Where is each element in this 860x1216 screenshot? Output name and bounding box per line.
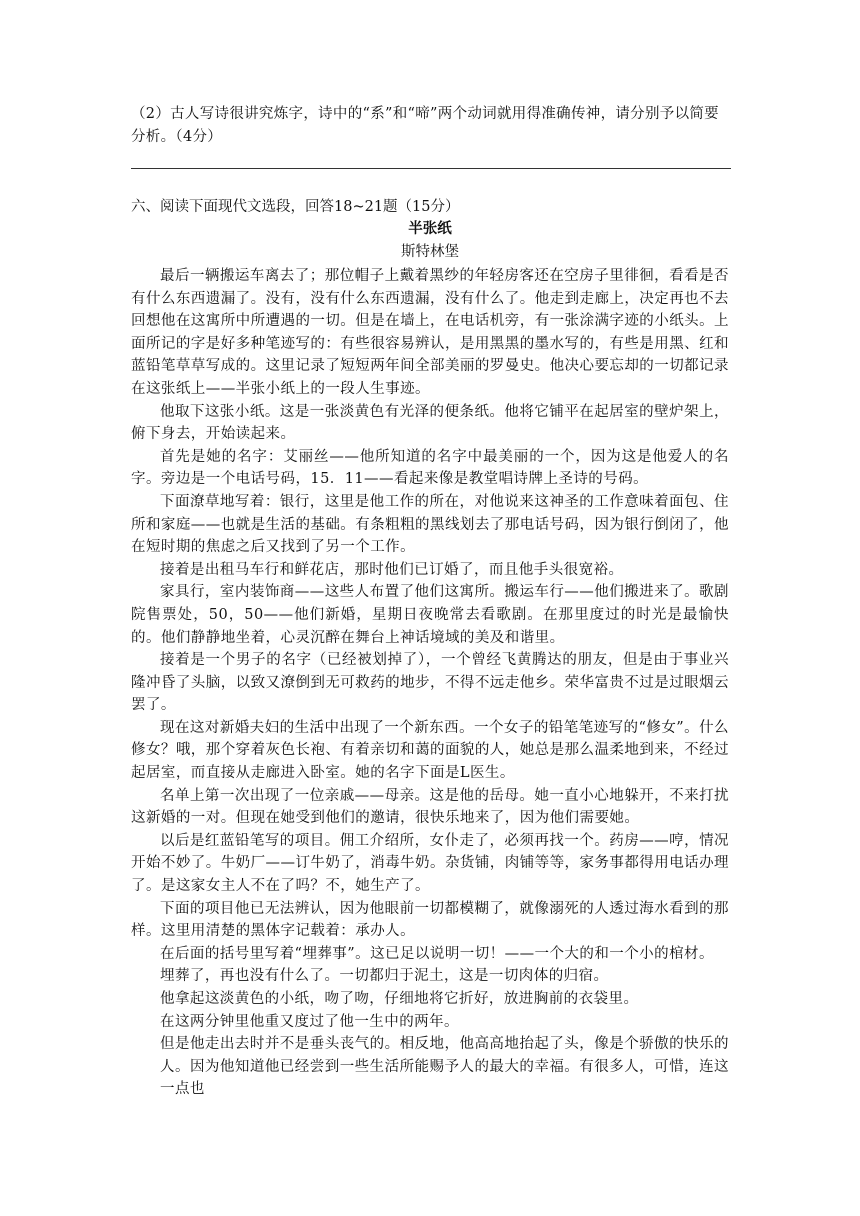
paragraph: 但是他走出去时并不是垂头丧气的。相反地，他高高地抬起了头，像是个骄傲的快乐的人。因为他知道他已经尝到一些生活所能赐予人的最大的幸福。有很多人，可惜，连这一点也 xyxy=(160,1036,729,1098)
paragraph: 下面潦草地写着：银行，这里是他工作的所在，对他说来这神圣的工作意味着面包、住所和家庭——也就是生活的基础。有条粗粗的黑线划去了那电话号码，因为银行倒闭了，他在短时期的焦虑之后又找到了另一个工作。 xyxy=(131,493,729,556)
paragraph: 他拿起这淡黄色的小纸，吻了吻，仔细地将它折好，放进胸前的衣袋里。 xyxy=(160,991,639,1007)
paragraph: 埋葬了，再也没有什么了。一切都归于泥土，这是一切肉体的归宿。 xyxy=(160,968,609,985)
paragraph: 他取下这张小纸。这是一张淡黄色有光泽的便条纸。他将它铺平在起居室的壁炉架上，俯下身去，开始读起来。 xyxy=(131,403,729,443)
paragraph: 最后一辆搬运车离去了；那位帽子上戴着黑纱的年轻房客还在空房子里徘徊，看看是否有什么东西遗漏了。没有，没有什么东西遗漏，没有什么了。他走到走廊上，决定再也不去回想他在这寓所中所遭遇的一切。但是在墙上，在电话机旁，有一张涂满字迹的小纸头。上面所记的字是好多种笔迹写的：有些很容易辨认，是用黑黑的墨水写的，有些是用黑、红和蓝铅笔草草写成的。这里记录了短短两年间全部美丽的罗曼史。他决心要忘却的一切都记录在这张纸上——半张小纸上的一段人生事迹。 xyxy=(131,268,729,397)
paragraph: 下面的项目他已无法辨认，因为他眼前一切都模糊了，就像溺死的人透过海水看到的那样。这里用清楚的黑体字记载着：承办人。 xyxy=(131,900,729,940)
section-heading: 六、阅读下面现代文选段，回答18~21题（15分） xyxy=(131,199,460,215)
paragraph: 首先是她的名字：艾丽丝——他所知道的名字中最美丽的一个，因为这是他爱人的名字。旁边是一个电话号码，15．11——看起来像是教堂唱诗牌上圣诗的号码。 xyxy=(131,448,729,488)
paragraph: 家具行，室内装饰商——这些人布置了他们这寓所。搬运车行——他们搬进来了。歌剧院售票处，50，50——他们新婚，星期日夜晚常去看歌剧。在那里度过的时光是最愉快的。他们静静地坐着，心灵沉醉在舞台上神话境域的美及和谐里。 xyxy=(131,584,729,646)
paragraph: 现在这对新婚夫妇的生活中出现了一个新东西。一个女子的铅笔笔迹写的“修女”。什么修女？哦，那个穿着灰色长袍、有着亲切和蔼的面貌的人，她总是那么温柔地到来，不经过起居室，而直接从走廊进入卧室。她的名字下面是L医生。 xyxy=(131,719,729,782)
article-title: 半张纸 xyxy=(408,220,452,237)
paragraph: 接着是一个男子的名字（已经被划掉了），一个曾经飞黄腾达的朋友，但是由于事业兴隆冲昏了头脑，以致又潦倒到无可救药的地步，不得不远走他乡。荣华富贵不过是过眼烟云罢了。 xyxy=(131,652,729,714)
paragraph: 接着是出租马车行和鲜花店，那时他们已订婚了，而且他手头很宽裕。 xyxy=(160,561,624,578)
article-body xyxy=(131,265,729,1101)
paragraph: 以后是红蓝铅笔写的项目。佣工介绍所，女仆走了，必须再找一个。药房——哼，情况开始不妙了。牛奶厂——订牛奶了，消毒牛奶。杂货铺，肉铺等等，家务事都得用电话办理了。是这家女主人不在了吗？不，她生产了。 xyxy=(131,832,729,895)
paragraph: 名单上第一次出现了一位亲戚——母亲。这是他的岳母。她一直小心地躲开，不来打扰这新婚的一对。但现在她受到他们的邀请，很快乐地来了，因为他们需要她。 xyxy=(131,787,729,827)
divider-line xyxy=(131,168,731,169)
paragraph: 在这两分钟里他重又度过了他一生中的两年。 xyxy=(160,1013,459,1030)
question-2-text: （2）古人写诗很讲究炼字，诗中的“系”和“啼”两个动词就用得准确传神，请分别予以简要分析。（4分） xyxy=(131,106,719,145)
paragraph: 在后面的括号里写着“埋葬事”。这已足以说明一切！——一个大的和一个小的棺材。 xyxy=(160,945,714,962)
article-author: 斯特林堡 xyxy=(401,244,459,260)
